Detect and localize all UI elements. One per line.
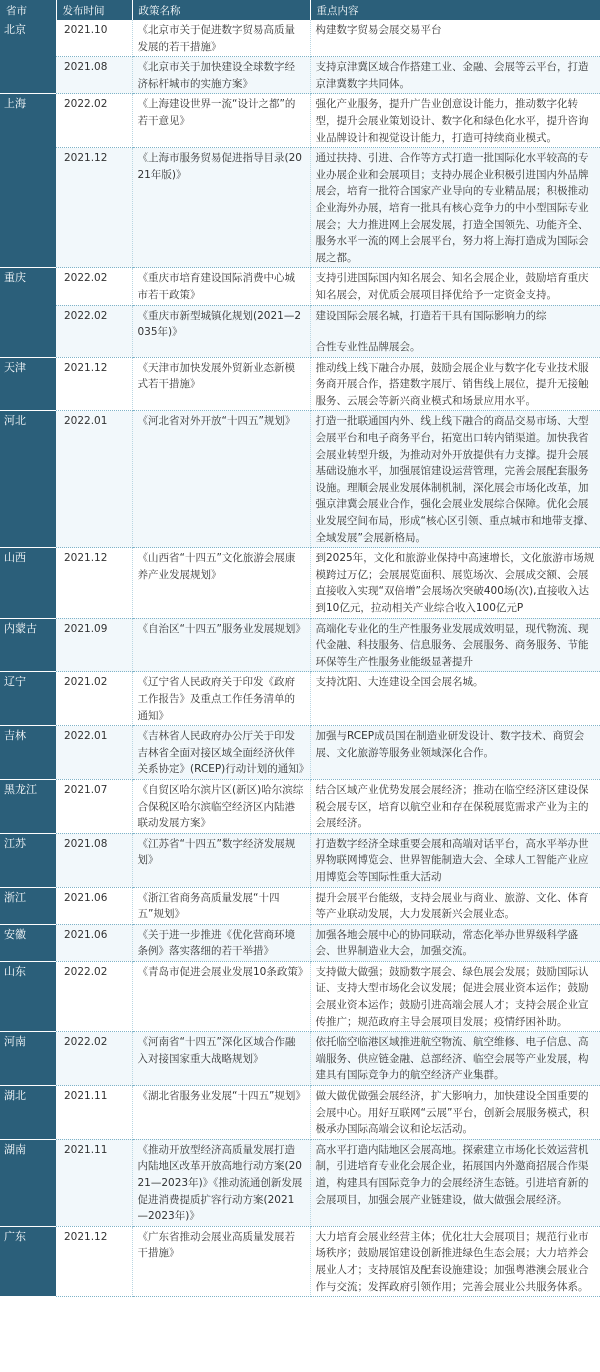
row-province: 河南 bbox=[0, 1032, 56, 1086]
table-row bbox=[0, 961, 600, 1031]
table-row bbox=[0, 94, 600, 148]
row-content: 支持京津冀区域合作搭建工业、金融、会展等云平台，打造京津冀数字共同体。 bbox=[310, 57, 600, 94]
row-date: 2021.06 bbox=[56, 887, 132, 924]
row-policy: 《自治区“十四五”服务业发展规划》 bbox=[132, 618, 310, 672]
row-date: 2021.08 bbox=[56, 57, 132, 94]
row-province: 黑龙江 bbox=[0, 779, 56, 833]
row-content: 打造数字经济全球重要会展和高端对话平台，高水平举办世界物联网博览会、世界智能制造大会、全球人工智能产业应用博览会等国际性重大活动 bbox=[310, 833, 600, 887]
table-row bbox=[0, 148, 600, 268]
row-policy: 《重庆市新型城镇化规划(2021—2035年)》 bbox=[132, 305, 310, 357]
row-date: 2021.11 bbox=[56, 1086, 132, 1140]
row-province: 辽宁 bbox=[0, 672, 56, 726]
row-province: 北京 bbox=[0, 20, 56, 94]
row-content: 打造一批联通国内外、线上线下融合的商品交易市场、大型会展平台和电子商务平台，拓宽出口转内销渠道。加快我省会展业转型升级，为推动对外开放提供有力支撑。提升会展基础设施水平，加强展馆建设运营管理，完善会展配套服务设施。理顺会展业发展体制机制，深化展会市场化改革，加强京津冀会展业合作，强化会展业发展综合保障。优化会展业发展空间布局，形成“核心区引领、重点城市和地带支撑、全域发展”会展新格局。 bbox=[310, 411, 600, 548]
row-province: 江苏 bbox=[0, 833, 56, 887]
row-policy: 《湖北省服务业发展“十四五”规划》 bbox=[132, 1086, 310, 1140]
table-row bbox=[0, 1226, 600, 1296]
row-province: 上海 bbox=[0, 94, 56, 268]
table-body bbox=[0, 20, 600, 1297]
table-row bbox=[0, 1139, 600, 1226]
row-policy: 《北京市关于促进数字贸易高质量发展的若干措施》 bbox=[132, 20, 310, 57]
row-date: 2022.02 bbox=[56, 961, 132, 1031]
row-date: 2021.12 bbox=[56, 548, 132, 618]
row-policy: 《上海建设世界一流“设计之都”的若干意见》 bbox=[132, 94, 310, 148]
row-policy: 《北京市关于加快建设全球数字经济标杆城市的实施方案》 bbox=[132, 57, 310, 94]
row-policy: 《关于进一步推进《优化营商环境条例》落实落细的若干举措》 bbox=[132, 924, 310, 961]
header-policy: 政策名称 bbox=[132, 0, 310, 20]
row-date: 2021.09 bbox=[56, 618, 132, 672]
row-policy: 《天津市加快发展外贸新业态新模式若干措施》 bbox=[132, 357, 310, 411]
row-content: 大力培育会展业经营主体；优化壮大会展项目；规范行业市场秩序；鼓励展馆建设创新推进绿色生态会展；大力培养会展业人才；支持展馆及配套设施建设；加强粤港澳会展业合作与交流；发挥政府引领作用；完善会展业公共服务体系。 bbox=[310, 1226, 600, 1296]
row-policy: 《推动开放型经济高质量发展打造内陆地区改革开放高地行动方案(2021—2023年)》《推动流通创新发展促进消费提质扩容行动方案(2021—2023年)》 bbox=[132, 1139, 310, 1226]
row-date: 2021.06 bbox=[56, 924, 132, 961]
row-province: 河北 bbox=[0, 411, 56, 548]
row-province: 天津 bbox=[0, 357, 56, 411]
row-province: 山东 bbox=[0, 961, 56, 1031]
row-province: 吉林 bbox=[0, 726, 56, 780]
table-row bbox=[0, 1086, 600, 1140]
row-province: 浙江 bbox=[0, 887, 56, 924]
row-content: 提升会展平台能级，支持会展业与商业、旅游、文化、体育等产业联动发展，大力发展新兴会展业态。 bbox=[310, 887, 600, 924]
row-content: 高端化专业化的生产性服务业发展成效明显，现代物流、现代金融、科技服务、信息服务、会展服务、商务服务、节能环保等生产性服务业能级显著提升 bbox=[310, 618, 600, 672]
row-policy: 《辽宁省人民政府关于印发《政府工作报告》及重点工作任务清单的通知》 bbox=[132, 672, 310, 726]
table-row bbox=[0, 305, 600, 357]
row-content: 支持沈阳、大连建设全国会展名城。 bbox=[310, 672, 600, 726]
row-content: 支持做大做强；鼓励数字展会、绿色展会发展；鼓励国际认证、支持大型市场化会议发展；促进会展业资本运作；鼓励会展业资本运作；鼓励引进高端会展人才；支持会展企业宣传推广；规范政府主导会展项目发展；疫情纾困补助。 bbox=[310, 961, 600, 1031]
row-policy: 《自贸区哈尔滨片区(新区)哈尔滨综合保税区哈尔滨临空经济区内陆港联动发展方案》 bbox=[132, 779, 310, 833]
row-content: 到2025年，文化和旅游业保持中高速增长，文化旅游市场规模跨过万亿；会展展览面积、展览场次、会展成交额、会展直接收入实现“双倍增”会展场次突破400场(次),直接收入达到10亿元，拉动相关产业综合收入100亿元P bbox=[310, 548, 600, 618]
row-policy: 《河北省对外开放“十四五”规划》 bbox=[132, 411, 310, 548]
table-row bbox=[0, 672, 600, 726]
row-date: 2021.12 bbox=[56, 357, 132, 411]
row-date: 2021.11 bbox=[56, 1139, 132, 1226]
row-policy: 《上海市服务贸易促进指导目录(2021年版)》 bbox=[132, 148, 310, 268]
row-province: 湖北 bbox=[0, 1086, 56, 1140]
row-date: 2022.01 bbox=[56, 726, 132, 780]
row-content: 加强各地会展中心的协同联动，常态化举办世界级科学盛会、世界制造业大会，加强交流。 bbox=[310, 924, 600, 961]
row-province: 安徽 bbox=[0, 924, 56, 961]
row-date: 2022.01 bbox=[56, 411, 132, 548]
row-content: 加强与RCEP成员国在制造业研发设计、数字技术、商贸会展、文化旅游等服务业领域深化合作。 bbox=[310, 726, 600, 780]
row-date: 2021.08 bbox=[56, 833, 132, 887]
row-date: 2021.10 bbox=[56, 20, 132, 57]
table-row bbox=[0, 779, 600, 833]
row-content-line: 合性专业性品牌展会。 bbox=[315, 341, 421, 354]
row-date: 2022.02 bbox=[56, 305, 132, 357]
table-row bbox=[0, 548, 600, 618]
row-province: 重庆 bbox=[0, 268, 56, 357]
row-date: 2022.02 bbox=[56, 94, 132, 148]
row-policy: 《青岛市促进会展业发展10条政策》 bbox=[132, 961, 310, 1031]
table-row bbox=[0, 833, 600, 887]
row-content: 通过扶持、引进、合作等方式打造一批国际化水平较高的专业办展企业和会展项目；支持办展企业积极引进国内外品牌展会，培育一批符合国家产业导向的专业精品展；积极推动企业海外办展，培育一批具有核心竞争力的中小型国际专业展会；大力推进网上会展发展，打造全国领先、功能齐全、服务水平一流的网上会展平台，努力将上海打造成为国际会展之都。 bbox=[310, 148, 600, 268]
row-content: 高水平打造内陆地区会展高地。探索建立市场化长效运营机制，引进培育专业化会展企业，拓展国内外邀商招展合作渠道，构建具有国际竞争力的会展经济生态链。引进培育新的会展项目，加强会展产业链建设，做大做强会展经济。 bbox=[310, 1139, 600, 1226]
table-row bbox=[0, 57, 600, 94]
table-row bbox=[0, 726, 600, 780]
table-row bbox=[0, 924, 600, 961]
row-province: 湖南 bbox=[0, 1139, 56, 1226]
row-policy: 《吉林省人民政府办公厅关于印发吉林省全面对接区域全面经济伙伴关系协定》(RCEP)行动计划的通知》 bbox=[132, 726, 310, 780]
header-province: 省市 bbox=[0, 0, 56, 20]
row-content: 强化产业服务，提升广告业创意设计能力，推动数字化转型，提升会展业策划设计、数字化和绿色化水平，提升咨询业品牌设计和视觉设计能力，打造可持续商业模式。 bbox=[310, 94, 600, 148]
table-row bbox=[0, 618, 600, 672]
row-content: 依托临空临港区域推进航空物流、航空维修、电子信息、高端服务、供应链金融、总部经济、临空会展等产业发展，构建具有国际竞争力的航空经济产业集群。 bbox=[310, 1032, 600, 1086]
row-policy: 《江苏省“十四五”数字经济发展规划》 bbox=[132, 833, 310, 887]
header-row bbox=[0, 0, 600, 20]
row-content-line: 建设国际会展名城，打造若干具有国际影响力的综 bbox=[315, 309, 547, 322]
row-content: 构建数字贸易会展交易平台 bbox=[310, 20, 600, 57]
row-date: 2021.12 bbox=[56, 1226, 132, 1296]
header-date: 发布时间 bbox=[56, 0, 132, 20]
row-date: 2021.07 bbox=[56, 779, 132, 833]
header-content: 重点内容 bbox=[310, 0, 600, 20]
row-policy: 《重庆市培育建设国际消费中心城市若干政策》 bbox=[132, 268, 310, 305]
table-row bbox=[0, 268, 600, 305]
row-policy: 《广东省推动会展业高质量发展若干措施》 bbox=[132, 1226, 310, 1296]
table-row bbox=[0, 1032, 600, 1086]
row-province: 山西 bbox=[0, 548, 56, 618]
row-policy: 《山西省“十四五”文化旅游会展康养产业发展规划》 bbox=[132, 548, 310, 618]
table-row bbox=[0, 20, 600, 57]
row-content: 做大做优做强会展经济，扩大影响力，加快建设全国重要的会展中心。用好互联网“云展”平台，创新会展服务模式，积极承办国际高端会议和论坛活动。 bbox=[310, 1086, 600, 1140]
row-content: 支持引进国际国内知名展会、知名会展企业，鼓励培育重庆知名展会，对优质会展项目择优给予一定资金支持。 bbox=[310, 268, 600, 305]
row-content: 结合区域产业优势发展会展经济；推动在临空经济区建设保税会展专区，培育以航空业和存在保税展览需求产业为主的会展经济。 bbox=[310, 779, 600, 833]
row-content bbox=[310, 305, 600, 357]
row-province: 广东 bbox=[0, 1226, 56, 1296]
table-row bbox=[0, 411, 600, 548]
row-date: 2021.12 bbox=[56, 148, 132, 268]
row-policy: 《浙江省商务高质量发展“十四五”规划》 bbox=[132, 887, 310, 924]
row-date: 2021.02 bbox=[56, 672, 132, 726]
row-date: 2022.02 bbox=[56, 268, 132, 305]
row-policy: 《河南省“十四五”深化区域合作融入对接国家重大战略规划》 bbox=[132, 1032, 310, 1086]
row-date: 2022.02 bbox=[56, 1032, 132, 1086]
row-province: 内蒙古 bbox=[0, 618, 56, 672]
row-content: 推动线上线下融合办展，鼓励会展企业与数字化专业技术服务商开展合作，搭建数字展厅、销售线上展位，提升无接触服务、云展会等新兴商业模式和场景应用水平。 bbox=[310, 357, 600, 411]
table-row bbox=[0, 887, 600, 924]
table-row bbox=[0, 357, 600, 411]
